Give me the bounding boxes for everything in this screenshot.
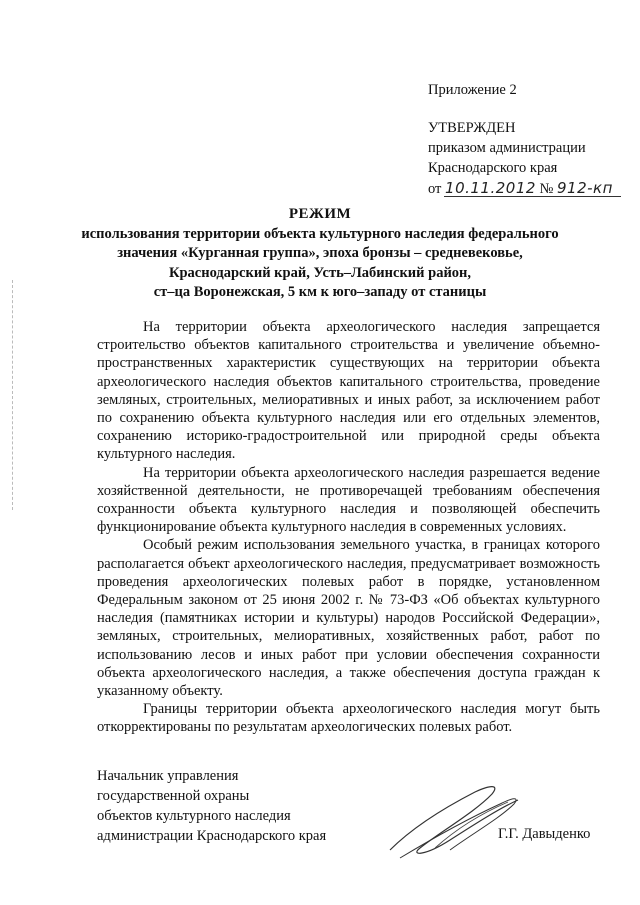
position-line-4: администрации Краснодарского края: [97, 828, 327, 844]
title-line-1: использования территории объекта культурного наследия федерального: [81, 225, 559, 242]
approval-block: [428, 118, 613, 199]
title-line-4: ст–ца Воронежская, 5 км к юго–западу от станицы: [153, 284, 487, 300]
approval-line-2: Краснодарского края: [428, 160, 558, 176]
handwritten-signature: [380, 770, 530, 870]
document-title: [80, 205, 560, 303]
paragraph-permitted: На территории объекта археологического наследия разрешается ведение хозяйственной деятельности, не противоречащей требованиям обеспечения сохранности объекта культурного наследия и позволяющей обеспечить функционирование объекта культурного наследия в современных условиях.: [97, 464, 600, 536]
paragraph-special-regime: Особый режим использования земельного участка, в границах которого располагается объект археологического наследия, предусматривает возможность проведения археологических полевых работ в порядке, установленном Федеральным законом от 25 июня 2002 г. № 73-ФЗ «Об объектах культурного наследия (памятниках истории и культуры) народов Российской Федерации», земляных, строительных, мелиоративных, хозяйственных работ, работ по использованию лесов и иных работ при условии обеспечения сохранности объекта археологического наследия, а также обеспечения доступа граждан к указанному объекту.: [97, 537, 600, 700]
handwritten-date: 10.11.2012: [445, 179, 536, 197]
date-underline: [444, 196, 621, 197]
title-line-2: значения «Курганная группа», эпоха бронзы – средневековье,: [117, 245, 523, 261]
paragraph-prohibited: На территории объекта археологического наследия запрещается строительство объектов капитального строительства и увеличение объемно-пространственных характеристик существующих на территории объекта археологического наследия объектов капитального строительства, проведение земляных, строительных, мелиоративных и иных работ, за исключением работ по сохранению объекта культурного наследия или его отдельных элементов, сохранению историко-градостроительной или природной среды объекта культурного наследия.: [97, 319, 600, 463]
signatory-position: [97, 766, 326, 846]
handwritten-number: 912-кп: [557, 179, 613, 197]
document-body: [97, 318, 600, 737]
position-line-1: Начальник управления: [97, 768, 239, 784]
position-line-2: государственной охраны: [97, 788, 250, 804]
approval-line-1: приказом администрации: [428, 140, 586, 156]
paragraph-boundaries: Границы территории объекта археологического наследия могут быть откорректированы по результатам археологических полевых работ.: [97, 701, 600, 736]
signer-name: Г.Г. Давыденко: [498, 826, 591, 842]
title-regime: РЕЖИМ: [288, 206, 352, 222]
page-fold-mark: [12, 280, 14, 510]
number-sign: №: [539, 181, 554, 197]
approval-title: УТВЕРЖДЕН: [428, 120, 516, 136]
position-line-3: объектов культурного наследия: [97, 808, 291, 824]
appendix-label: Приложение 2: [428, 82, 517, 98]
title-line-3: Краснодарский край, Усть–Лабинский район,: [168, 264, 472, 281]
approval-date-line: [428, 178, 613, 199]
date-prefix: от: [428, 181, 442, 197]
